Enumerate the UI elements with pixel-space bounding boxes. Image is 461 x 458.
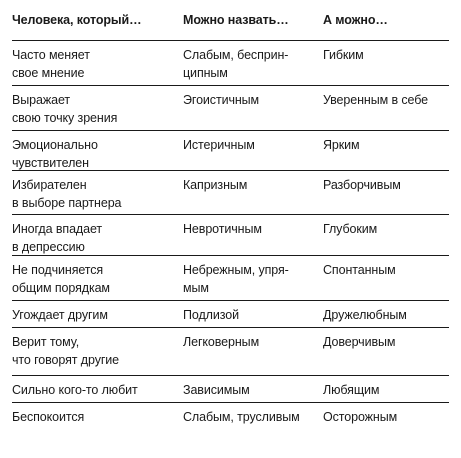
cell-negative [183, 215, 323, 256]
cell-line: Угождает другим [12, 308, 108, 322]
cell-line: Небрежным, упря- [183, 263, 289, 277]
cell-person [12, 301, 183, 327]
header-col-person: Человека, который… [12, 13, 142, 27]
cell-positive [323, 256, 449, 300]
cell-line: свое мнение [12, 66, 85, 80]
cell-line: Капризным [183, 178, 248, 192]
cell-person [12, 171, 183, 214]
table-row [12, 41, 449, 86]
cell-line: чувствителен [12, 156, 89, 170]
cell-person [12, 328, 183, 375]
table-body [12, 41, 449, 438]
cell-negative [183, 301, 323, 327]
cell-person [12, 256, 183, 300]
cell-line: Иногда впадает [12, 222, 103, 236]
table-row [12, 131, 449, 171]
cell-positive [323, 301, 449, 327]
cell-positive [323, 403, 449, 438]
cell-line: Избирателен [12, 178, 87, 192]
header-col-positive: А можно… [323, 13, 388, 27]
cell-line: что говорят другие [12, 353, 120, 367]
cell-negative [183, 171, 323, 214]
cell-line: Ярким [323, 138, 360, 152]
cell-line: в депрессию [12, 240, 85, 254]
cell-line: Зависимым [183, 383, 250, 397]
header-col-negative: Можно назвать… [183, 13, 289, 27]
cell-line: Глубоким [323, 222, 378, 236]
cell-line: Доверчивым [323, 335, 396, 349]
cell-line: ципным [183, 66, 228, 80]
cell-line: свою точку зрения [12, 111, 118, 125]
cell-positive [323, 376, 449, 402]
cell-line: Истеричным [183, 138, 255, 152]
cell-line: Беспокоится [12, 410, 85, 424]
cell-negative [183, 41, 323, 85]
cell-person [12, 131, 183, 172]
cell-line: Выражает [12, 93, 71, 107]
cell-negative [183, 131, 323, 172]
cell-line: Осторожным [323, 410, 398, 424]
cell-line: общим порядкам [12, 281, 110, 295]
cell-line: Любящим [323, 383, 380, 397]
cell-line: в выборе партнера [12, 196, 122, 210]
cell-positive [323, 328, 449, 375]
cell-line: Уверенным в себе [323, 93, 428, 107]
cell-line: мым [183, 281, 209, 295]
cell-line: Слабым, бесприн- [183, 48, 289, 62]
cell-person [12, 41, 183, 85]
table-row [12, 301, 449, 328]
cell-negative [183, 376, 323, 402]
cell-line: Эмоционально [12, 138, 98, 152]
cell-positive [323, 131, 449, 172]
cell-line: Верит тому, [12, 335, 80, 349]
cell-line: Легковерным [183, 335, 260, 349]
table-row [12, 403, 449, 438]
cell-line: Не подчиняется [12, 263, 104, 277]
cell-positive [323, 215, 449, 256]
cell-line: Эгоистичным [183, 93, 260, 107]
cell-positive [323, 41, 449, 85]
cell-positive [323, 86, 449, 130]
cell-line: Подлизой [183, 308, 239, 322]
cell-line: Дружелюбным [323, 308, 407, 322]
cell-positive [323, 171, 449, 214]
cell-person [12, 403, 183, 438]
table-row [12, 86, 449, 131]
cell-negative [183, 86, 323, 130]
cell-line: Гибким [323, 48, 364, 62]
cell-line: Часто меняет [12, 48, 90, 62]
table-row [12, 256, 449, 301]
cell-line: Спонтанным [323, 263, 396, 277]
cell-negative [183, 403, 323, 438]
cell-line: Разборчивым [323, 178, 401, 192]
cell-person [12, 376, 183, 402]
cell-person [12, 86, 183, 130]
table-row [12, 215, 449, 256]
table-row [12, 171, 449, 215]
cell-line: Невротичным [183, 222, 262, 236]
table-row [12, 328, 449, 376]
cell-person [12, 215, 183, 256]
cell-line: Сильно кого-то любит [12, 383, 138, 397]
table-row [12, 376, 449, 403]
cell-line: Слабым, трусливым [183, 410, 300, 424]
cell-negative [183, 256, 323, 300]
table-header [12, 0, 449, 41]
cell-negative [183, 328, 323, 375]
